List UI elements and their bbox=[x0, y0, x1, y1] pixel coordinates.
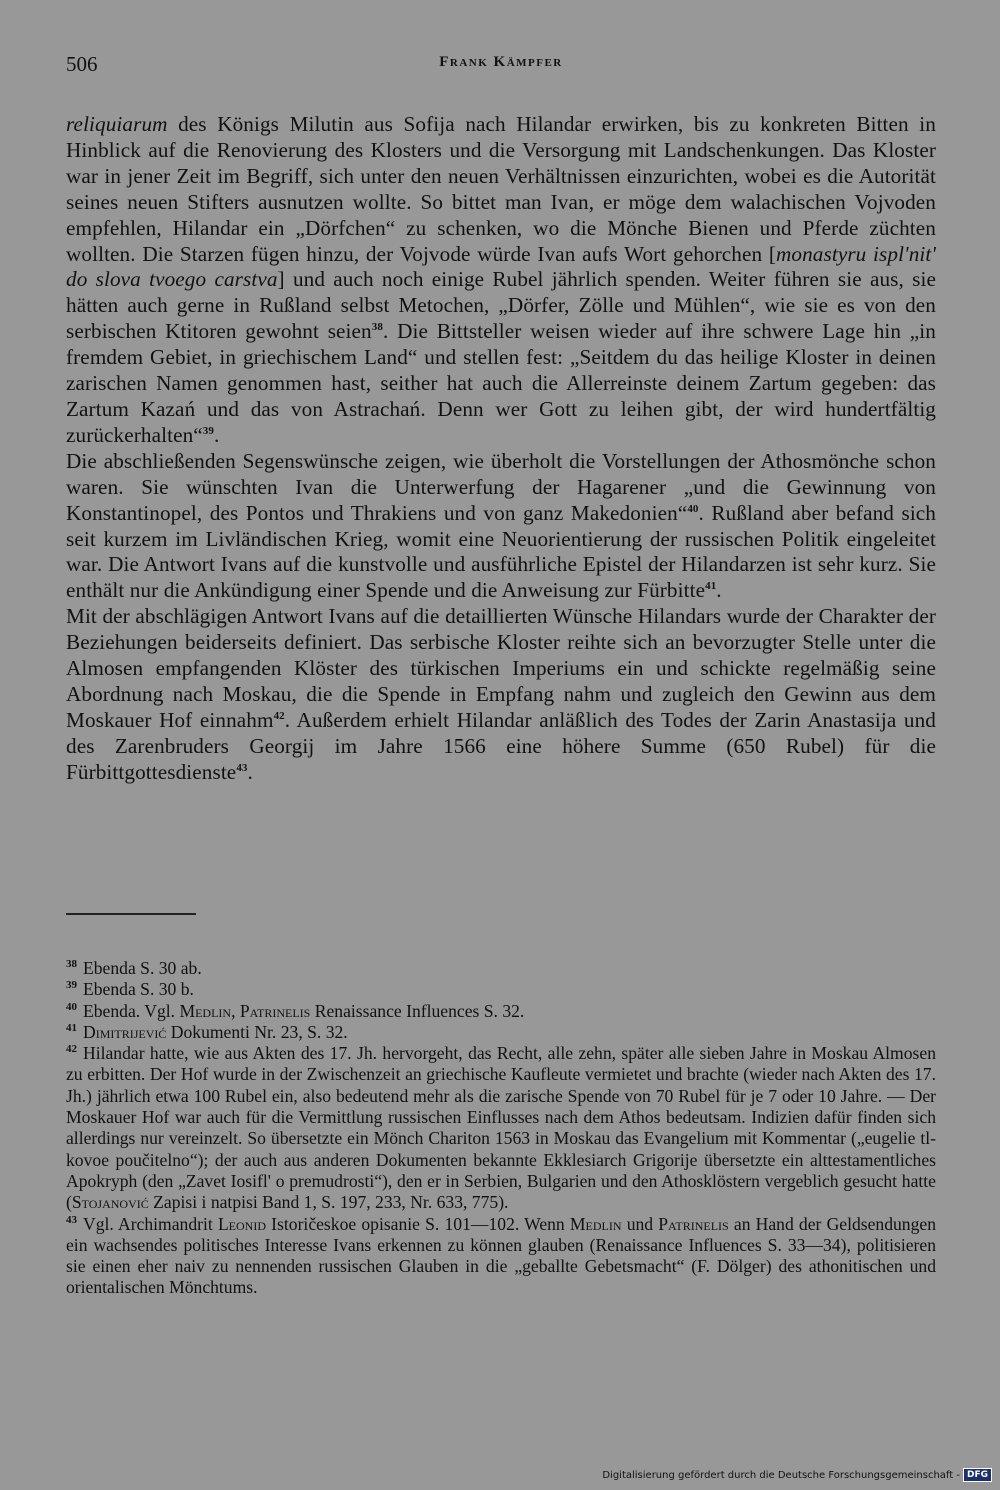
paragraph bbox=[66, 604, 936, 785]
text-run: Ebenda S. 30 b. bbox=[83, 979, 194, 1000]
footnote-ref: 43 bbox=[236, 761, 248, 774]
italic-text: reliquiarum bbox=[66, 112, 168, 136]
footnote-ref: 40 bbox=[687, 502, 699, 515]
page-number: 506 bbox=[66, 52, 98, 76]
text-run: . bbox=[247, 759, 253, 784]
paragraph bbox=[66, 112, 936, 449]
author-name: Patrinelis bbox=[658, 1213, 729, 1234]
footnote-number: 41 bbox=[66, 1022, 77, 1035]
footnote-number: 40 bbox=[66, 1000, 77, 1013]
italic-text: monastyru ispl'nit' do slova tvoego carstva bbox=[66, 241, 936, 292]
footnote-ref: 41 bbox=[705, 580, 717, 593]
text-run: Ebenda S. 30 ab. bbox=[83, 958, 202, 978]
paragraph bbox=[66, 449, 936, 604]
footer-text: Digitalisierung gefördert durch die Deutsche Forschungsgemeinschaft - bbox=[602, 1469, 960, 1481]
footnote-ref: 42 bbox=[273, 709, 285, 722]
footnote-38 bbox=[66, 958, 936, 979]
main-text bbox=[66, 112, 936, 786]
running-head: Frank Kämpfer bbox=[439, 54, 563, 70]
text-run: . bbox=[716, 578, 722, 603]
dfg-logo-icon: DFG bbox=[963, 1468, 992, 1482]
author-name: Leonid bbox=[217, 1213, 267, 1234]
footnote-separator bbox=[66, 913, 196, 915]
text-run: und bbox=[621, 1213, 659, 1234]
text-run: Dokumenti Nr. 23, S. 32. bbox=[166, 1021, 348, 1042]
footnotes bbox=[66, 958, 936, 1299]
footnote-ref: 38 bbox=[371, 321, 383, 334]
text-run: Hilandar hatte, wie aus Akten des 17. Jh. hervorgeht, das Recht, alle zehn, später alle sieben Jahre in Moskau Almosen zu erbitten. Der Hof wurde in der Zwischenzeit an griechische Kaufleute vermietet und brachte (wieder nach Akten des 17. Jh.) jährlich etwa 100 Rubel ein, also bedeutend mehr als die zarische Spende von 70 Rubel für je 7 oder 10 Jahre. — Der Moskauer Hof war auch für die Vermittlung russischen Einflusses nach dem Athos bedeutsam. Indizien dafür finden sich allerdings nur vereinzelt. So übersetzte ein Mönch Chariton 1563 in Moskau das Evangelium mit Kommentar („eugelie tl-kovoe poučitelno“); der auch aus anderen Dokumenten bekannte Ekklesiarch Grigorije übersetzte ein alttestamentliches Apokryph (den „Zavet Iosifl' o premudrosti“), den er in Serbien, Bulgarien und den Athosklöstern vergeblich gesucht hatte ( bbox=[66, 1043, 936, 1213]
text-run: , bbox=[231, 1000, 240, 1021]
digitization-footer bbox=[602, 1468, 992, 1482]
footnote-40 bbox=[66, 1001, 936, 1022]
text-run: ] und auch noch einige Rubel jährlich spenden. Weiter führen sie aus, sie hätten auch gerne in Rußland selbst Metochen, „Dörfer, Zölle und Mühlen“, wie sie es von den serbischen Ktitoren gewohnt seien bbox=[66, 267, 936, 344]
text-run: Ebenda. Vgl. bbox=[83, 1000, 180, 1021]
text-run: an Hand der Geldsendungen ein wachsendes politisches Interesse Ivans erkennen zu können glauben (Renaissance Influences S. 33—34), politisieren sie einen eher naiv zu nennenden russischen Glauben in die „geballte Gebetsmacht“ (F. Dölger) des athonitischen und orientalischen Mönchtums. bbox=[66, 1213, 937, 1298]
text-run: Istoričeskoe opisanie S. 101—102. Wenn bbox=[266, 1213, 570, 1234]
text-run: . Rußland aber befand sich seit kurzem im Livländischen Krieg, womit eine Neuorientierung der russischen Politik eingeleitet war. Die Antwort Ivans auf die kunstvolle und ausführliche Epistel der Hilandarzen ist sehr kurz. Sie enthält nur die Ankündigung einer Spende und die Anweisung zur Fürbitte bbox=[66, 500, 936, 603]
footnote-number: 42 bbox=[66, 1043, 77, 1056]
text-run: Zapisi i natpisi Band 1, S. 197, 233, Nr. 633, 775). bbox=[148, 1192, 509, 1213]
text-run: . bbox=[213, 422, 220, 447]
text-run: Mit der abschlägigen Antwort Ivans auf die detaillierten Wünsche Hilandars wurde der Charakter der Beziehungen beiderseits definiert. Das serbische Kloster reihte sich an bevorzugter Stelle unter die Almosen empfangenden Klöster des türkischen Imperiums ein und schickte regelmäßig seine Abordnung nach Moskau, die die Spende in Empfang nahm und zugleich den Gewinn aus dem Moskauer Hof einnahm bbox=[66, 604, 936, 732]
author-name: Medlin bbox=[569, 1213, 622, 1234]
author-name: Stojanović bbox=[71, 1192, 149, 1213]
author-name: Medlin bbox=[179, 1000, 232, 1021]
footnote-42 bbox=[66, 1043, 936, 1213]
text-run: Renaissance Influences S. 32. bbox=[310, 1000, 525, 1021]
text-run: . Die Bittsteller weisen wieder auf ihre schwere Lage hin „in fremdem Gebiet, in griechischem Land“ und stellen fest: „Seitdem du das heilige Kloster in deinen zarischen Namen genommen hast, seither hat auch die Allerreinste deinem Zartum gegeben: das Zartum Kazań und das von Astrachań. Denn wer Gott zu leihen gibt, der wird hundertfältig zurückerhalten“ bbox=[66, 319, 936, 447]
author-name: Patrinelis bbox=[239, 1000, 311, 1021]
author-name: Dimitrijević bbox=[83, 1021, 167, 1042]
text-run: Die abschließenden Segenswünsche zeigen, wie überholt die Vorstellungen der Athosmönche schon waren. Sie wünschten Ivan die Unterwerfung der Hagarener „und die Gewinnung von Konstantinopel, des Pontos und Thrakiens und von ganz Makedonien“ bbox=[66, 448, 936, 525]
footnote-41 bbox=[66, 1022, 936, 1043]
text-run: Vgl. Archimandrit bbox=[83, 1213, 218, 1234]
text-run: des Königs Milutin aus Sofija nach Hilandar erwirken, bis zu konkreten Bitten in Hinblick auf die Renovierung des Klosters und die Versorgung mit Landschenkungen. Das Kloster war in jener Zeit im Begriff, sich unter den neuen Verhältnissen einzurichten, wobei es die Autorität seines neuen Stifters ausnutzen wollte. So bittet man Ivan, er möge dem walachischen Vojvoden empfehlen, Hilandar ein „Dörfchen“ zu schenken, wo die Mönche Bienen und Pferde züchten wollten. Die Starzen fügen hinzu, der Vojvode würde Ivan aufs Wort gehorchen [ bbox=[66, 112, 936, 266]
footnote-number: 43 bbox=[66, 1213, 77, 1226]
footnote-43 bbox=[66, 1214, 936, 1299]
page-header bbox=[66, 52, 936, 82]
footnote-39 bbox=[66, 979, 936, 1000]
footnote-ref: 39 bbox=[202, 424, 214, 437]
footnote-number: 39 bbox=[66, 979, 77, 992]
footnote-number: 38 bbox=[66, 958, 77, 971]
text-run: . Außerdem erhielt Hilandar anläßlich des Todes der Zarin Anastasija und des Zarenbruders Georgij im Jahre 1566 eine höhere Summe (650 Rubel) für die Fürbittgottesdienste bbox=[66, 707, 936, 784]
